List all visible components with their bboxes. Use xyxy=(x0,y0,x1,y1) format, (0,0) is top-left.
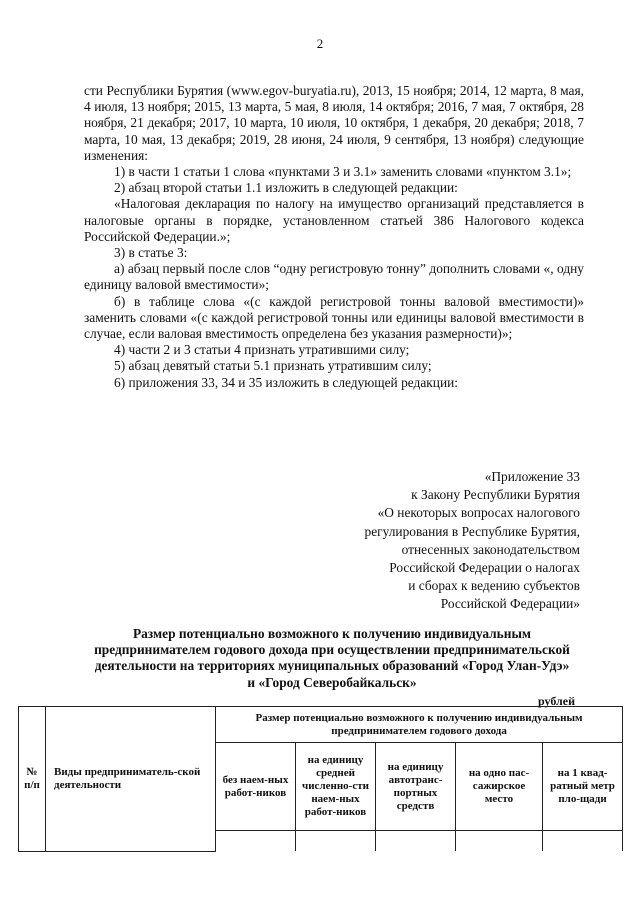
appendix-line: Российской Федерации» xyxy=(440,596,580,612)
appendix-header xyxy=(330,468,580,614)
amendment-item-1: 1) в части 1 статьи 1 слова «пунктами 3 и 3.1» заменить словами «пунктом 3.1»; xyxy=(114,164,572,180)
amendment-quote: «Налоговая декларация по налогу на имущество организаций представляется в налоговые органы в порядке, установленном статьей 386 Налогового кодекса Российской Федерации.»; xyxy=(84,196,584,244)
table-cell xyxy=(216,831,296,852)
table-cell xyxy=(376,831,456,852)
table-title: Размер потенциально возможного к получению индивидуальным предпринимателем годового дохода при осуществлении предпринимательской деятельности на территориях муниципальных образований «Город Улан-Удэ» и «Город Северобайкальск» xyxy=(94,626,570,690)
amendment-item-3: 3) в статье 3: xyxy=(114,245,188,261)
subheader-no-employees: без наем-ных работ-ников xyxy=(216,743,296,831)
amendment-item-4: 4) части 2 и 3 статьи 4 признать утратившими силу; xyxy=(114,342,410,358)
amendment-item-3b: б) в таблице слова «(с каждой регистровой тонны валовой вместимости)» заменить словами «(с каждой регистровой тонны или единицы валовой вместимости в случае, если валовая вместимость определена без указания размерности)»; xyxy=(84,293,584,342)
table-cell xyxy=(543,831,623,852)
intro-paragraph: сти Республики Бурятия (www.egov-buryatia.ru), 2013, 15 ноября; 2014, 12 марта, 8 мая, 4 июля, 13 ноября; 2015, 13 марта, 5 мая, 8 июля, 14 октября; 2016, 7 мая, 7 октября, 28 ноября, 21 декабря; 2017, 10 марта, 10 июля, 10 октября, 1 декабря, 20 декабря; 2018, 7 марта, 10 мая, 13 декабря; 2019, 28 июня, 24 июля, 9 сентября, 13 ноября) следующие изменения: xyxy=(84,83,584,163)
appendix-line: регулирования в Республике Бурятия, xyxy=(364,523,580,539)
appendix-line: и сборах к ведению субъектов xyxy=(408,578,580,594)
header-activity-type: Виды предприниматель-ской деятельности xyxy=(46,707,216,852)
page-number: 2 xyxy=(316,36,324,51)
appendix-line: «О некоторых вопросах налогового xyxy=(377,505,580,521)
header-income-group: Размер потенциально возможного к получению индивидуальным предпринимателем годового дохода xyxy=(216,707,623,743)
subheader-per-employee: на единицу средней численно-сти наем-ных работ-ников xyxy=(296,743,376,831)
income-table xyxy=(18,706,623,852)
amendment-item-5: 5) абзац девятый статьи 5.1 признать утратившим силу; xyxy=(114,358,432,374)
amendment-item-6: 6) приложения 33, 34 и 35 изложить в следующей редакции: xyxy=(114,374,459,390)
appendix-line: к Закону Республики Бурятия xyxy=(411,487,580,503)
appendix-line: Российской Федерации о налогах xyxy=(389,560,580,576)
amendment-text xyxy=(84,83,584,391)
table-header-row xyxy=(19,707,623,743)
subheader-per-seat: на одно пас-сажирское место xyxy=(456,743,543,831)
appendix-line: отнесенных законодательством xyxy=(401,541,580,557)
unit-label: рублей xyxy=(537,694,575,708)
subheader-per-sqm: на 1 квад-ратный метр пло-щади xyxy=(543,743,623,831)
amendment-item-3a: а) абзац первый после слов “одну регистровую тонну” дополнить словами «, одну единицу валовой вместимости»; xyxy=(84,261,584,293)
appendix-line: «Приложение 33 xyxy=(484,469,580,484)
table-cell xyxy=(296,831,376,852)
subheader-per-vehicle: на единицу автотранс-портных средств xyxy=(376,743,456,831)
amendment-item-2: 2) абзац второй статьи 1.1 изложить в следующей редакции: xyxy=(114,180,458,196)
table-cell xyxy=(456,831,543,852)
header-number: № п/п xyxy=(19,707,46,852)
